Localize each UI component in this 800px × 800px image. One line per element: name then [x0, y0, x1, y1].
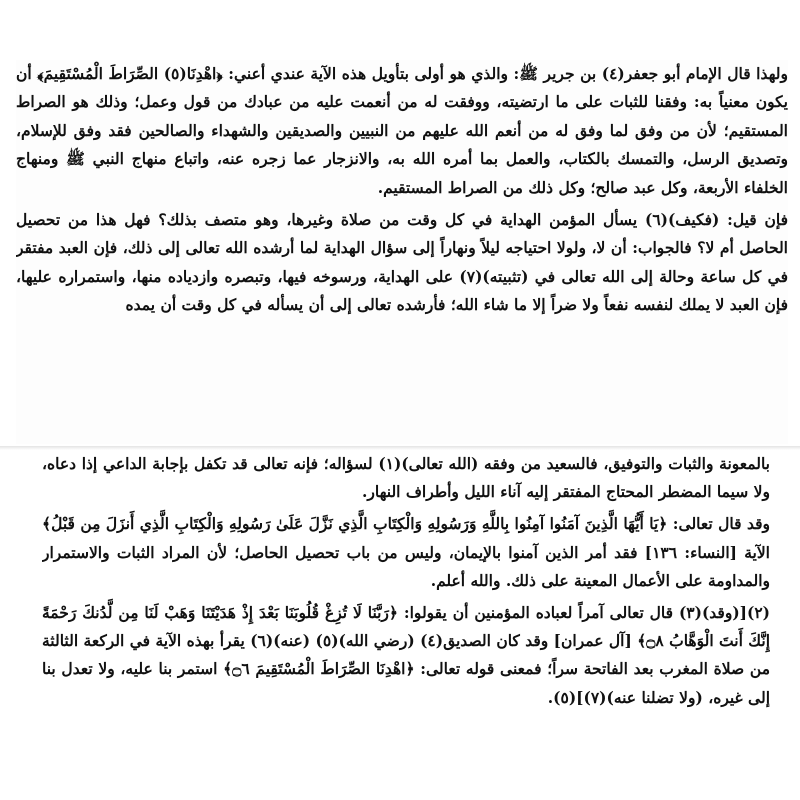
- paragraph-question-guidance: فإن قيل: (فكيف)(٦) يسأل المؤمن الهداية في كل وقت من صلاة وغيرها، وهو متصف بذلك؟ فهل هذا من تحصيل الحاصل أم لا؟ فالجواب: أن لا، ولولا احتياجه ليلاً ونهاراً إلى سؤال الهداية لما أرشده الله تعالى إلى ذلك، فإن العبد مفتقر في كل ساعة وحالة إلى الله تعالى في (تثبيته)(٧) على الهداية، ورسوخه فيها، وتبصره وازدياده منها، واستمراره عليها، فإن العبد لا يملك لنفسه نفعاً ولا ضراً إلا ما شاء الله؛ فأرشده تعالى إلى أن يسأله في كل وقت أن يمده: [16, 210, 788, 315]
- bottom-text-block: [42, 450, 770, 794]
- paragraph-continuation: بالمعونة والثبات والتوفيق، فالسعيد من وفقه (الله تعالى)(١) لسؤاله؛ فإنه تعالى قد تكفل بإجابة الداعي إذا دعاه، ولا سيما المضطر المحتاج المفتقر إليه آناء الليل وأطراف النهار.: [42, 454, 770, 502]
- paragraph-al-imran-verse: (٢)[(وقد)(٣) قال تعالى آمراً لعباده المؤمنين أن يقولوا: ﴿رَبَّنَا لَا تُزِغْ قُلُوبَنَا بَعْدَ إِذْ هَدَيْتَنَا وَهَبْ لَنَا مِن لَّدُنكَ رَحْمَةً إِنَّكَ أَنتَ الْوَهَّابُ ۝٨﴾ [آل عمران] وقد كان الصديق(٤) (رضي الله)(٥) (عنه)(٦) يقرأ بهذه الآية في الركعة الثالثة من صلاة المغرب بعد الفاتحة سراً؛ فمعنى قوله تعالى: ﴿اهْدِنَا الصِّرَاطَ الْمُسْتَقِيمَ ۝٦﴾ استمر بنا عليه، ولا تعدل بنا إلى غيره، (ولا تضلنا عنه)(٧)](٥).: [42, 603, 770, 707]
- top-text-block: [16, 60, 788, 444]
- paragraph-nisa-verse: وقد قال تعالى: ﴿يَا أَيُّهَا الَّذِينَ آمَنُوا آمِنُوا بِاللَّهِ وَرَسُولِهِ وَالْكِتَابِ الَّذِي نَزَّلَ عَلَىٰ رَسُولِهِ وَالْكِتَابِ الَّذِي أَنزَلَ مِن قَبْلُ﴾ الآية [النساء: ١٣٦] فقد أمر الذين آمنوا بالإيمان، وليس من باب تحصيل الحاصل؛ لأن المراد الثبات والاستمرار والمداومة على الأعمال المعينة على ذلك. والله أعلم.: [42, 514, 770, 590]
- paragraph-tafsir-ibn-jarir: ولهذا قال الإمام أبو جعفر(٤) بن جرير ﷺ: والذي هو أولى بتأويل هذه الآية عندي أعني: ﴿اهْدِنَا(٥) الصِّرَاطَ الْمُسْتَقِيمَ﴾ أن يكون معنياً به: وفقنا للثبات على ما ارتضيته، ووفقت له من أنعمت عليه من عبادك من قول وعمل؛ وذلك هو الصراط المستقيم؛ لأن من وفق لما وفق له من أنعم الله عليهم من النبيين والصديقين والشهداء والصالحين فقد وفق للإسلام، وتصديق الرسل، والتمسك بالكتاب، والعمل بما أمره الله به، والانزجار عما زجره عنه، واتباع منهاج النبي ﷺ ومنهاج الخلفاء الأربعة، وكل عبد صالح؛ وكل ذلك من الصراط المستقيم.: [16, 64, 788, 197]
